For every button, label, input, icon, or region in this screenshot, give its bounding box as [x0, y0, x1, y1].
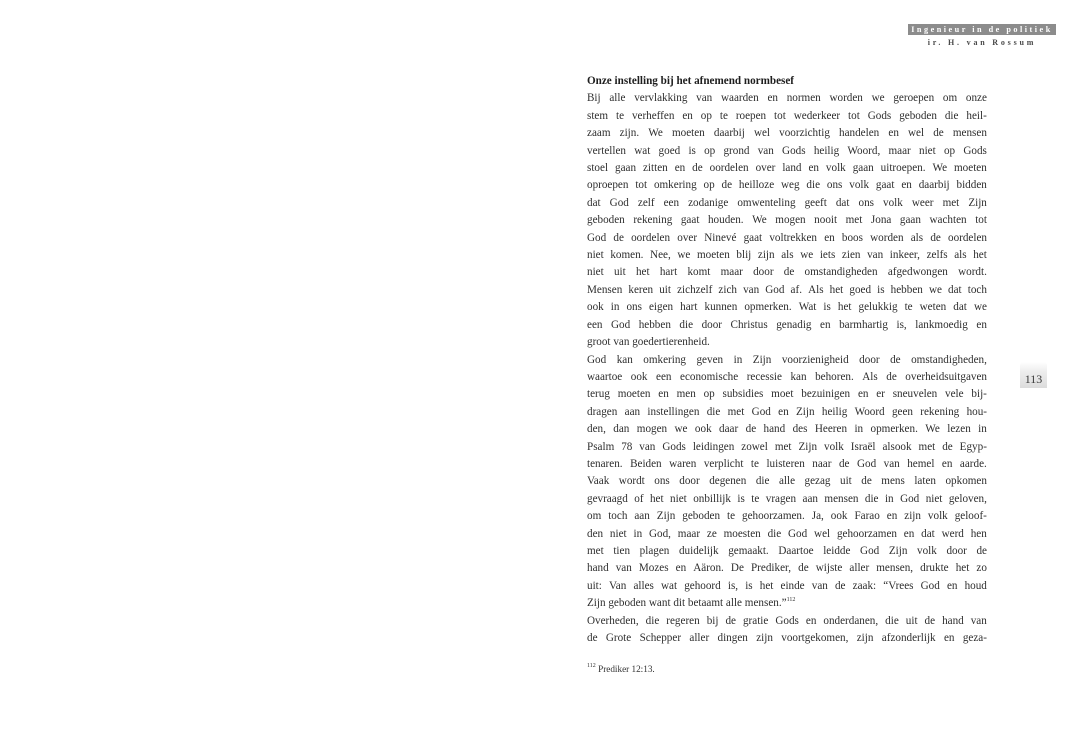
text-line: waartoe ook een economische recessie kan behoren. Als de overheidsuitgaven	[587, 370, 987, 383]
text-line: een God hebben die door Christus genadig en barmhartig is, lankmoedig en	[587, 318, 987, 331]
text-line: Bij alle vervlakking van waarden en normen worden we geroepen om onze	[587, 92, 987, 105]
text-line: Overheden, die regeren bij de gratie Gods en onderdanen, die uit de hand van	[587, 614, 987, 627]
text-line: niet uit het hart komt maar door de omstandigheden afgedwongen wordt.	[587, 266, 987, 279]
footnote	[587, 664, 655, 674]
text-line: hand van Mozes en Aäron. De Prediker, de wijste aller mensen, drukte het zo	[587, 562, 987, 575]
text-line: Vaak wordt ons door degenen die alle gezag uit de mens laten opkomen	[587, 475, 987, 488]
text-line: den, dan mogen we ook daar de hand des Heeren in opmerken. We lezen in	[587, 423, 987, 436]
text-line: Zijn geboden want dit betaamt alle mensen.”$^{112}$	[587, 597, 796, 610]
text-line: Mensen keren uit zichzelf zich van God af. Als het goed is hebben we dat toch	[587, 283, 987, 296]
footnote-text: Prediker 12:13.	[598, 664, 655, 674]
text-line: vertellen wat goed is op grond van Gods heilig Woord, maar niet op Gods	[587, 144, 987, 157]
text-line: God kan omkering geven in Zijn voorzienigheid door de omstandigheden,	[587, 353, 987, 366]
text-line: de Grote Schepper aller dingen zijn voortgekomen, zijn afzonderlijk en geza-	[587, 632, 987, 644]
text-line: stem te verheffen en op te roepen tot wederkeer tot Gods geboden die heil-	[587, 109, 987, 122]
text-line: geboden rekening gaat houden. We mogen nooit met Jona gaan wachten tot	[587, 214, 987, 227]
running-header-title: Ingenieur in de politiek	[908, 24, 1056, 35]
text-line: oproepen tot omkering op de heilloze weg die ons volk gaat en daarbij bidden	[587, 179, 987, 192]
section-heading: Onze instelling bij het afnemend normbesef	[587, 75, 795, 87]
body-text	[587, 73, 987, 647]
running-header-author: ir. H. van Rossum	[927, 38, 1037, 47]
text-line: stoel gaan zitten en de oordelen over land en volk gaan uitroepen. We moeten	[587, 162, 987, 175]
footnote-number: 112	[587, 663, 596, 669]
text-line: om toch aan Zijn geboden te gehoorzamen. Ja, ook Farao en zijn volk geloof-	[587, 510, 987, 523]
text-line: dragen aan instellingen die met God en Zijn heilig Woord geen rekening hou-	[587, 405, 987, 418]
text-line: dat God zelf een zodanige omwenteling geeft dat ons volk weer met Zijn	[587, 196, 987, 209]
text-line: Psalm 78 van Gods leidingen zowel met Zijn volk Israël alsook met de Egyp-	[587, 440, 987, 453]
text-line: gevraagd of het niet onbillijk is te vragen aan mensen die in God niet geloven,	[587, 492, 987, 505]
text-line: met tien plagen duidelijk gemaakt. Daartoe leidde God Zijn volk door de	[587, 544, 987, 557]
text-line: den niet in God, maar ze moesten die God wel gehoorzamen en dat werd hen	[587, 527, 987, 540]
footnote-reference: 112	[786, 597, 796, 604]
paragraph-lines	[587, 90, 987, 647]
text-line: niet komen. Nee, we moeten blij zijn als we iets zien van inkeer, zelfs als het	[587, 249, 987, 262]
text-line: tenaren. Beiden waren verplicht te luisteren naar de God van hemel en aarde.	[587, 457, 987, 470]
page-number: 113	[1020, 362, 1047, 388]
text-line: zaam zijn. We moeten daarbij wel voorzichtig handelen en wel de mensen	[587, 127, 987, 140]
text-line: uit: Van alles wat gehoord is, is het einde van de zaak: “Vrees God en houd	[587, 579, 987, 592]
text-line: ook in ons eigen hart kunnen opmerken. Wat is het gelukkig te weten dat we	[587, 301, 987, 314]
text-line: terug moeten en men op subsidies moet bezuinigen en er sneuvelen vele bij-	[587, 388, 987, 401]
text-line: God de oordelen over Ninevé gaat voltrekken en boos worden als de oordelen	[587, 231, 987, 244]
text-line: groot van goedertierenheid.	[587, 336, 710, 349]
